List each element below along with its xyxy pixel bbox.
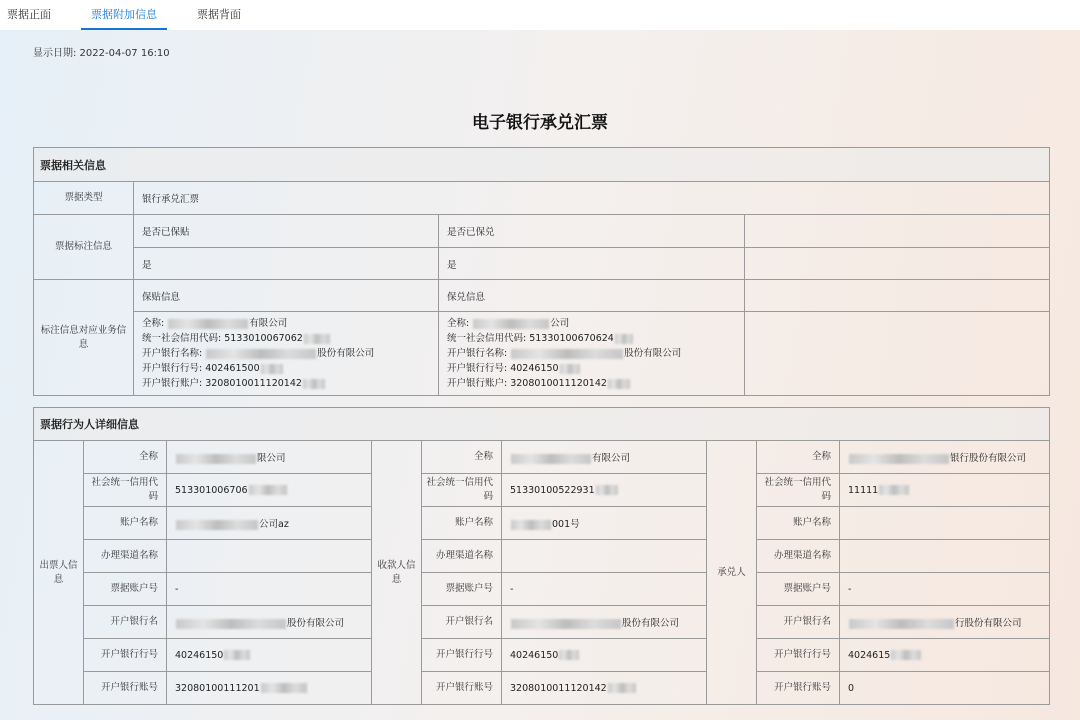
- section-title-actors: 票据行为人详细信息: [34, 408, 1050, 441]
- acceptor-bank-account-label: 开户银行账号: [757, 672, 840, 705]
- drawer-bank-account-label: 开户银行账号: [84, 672, 167, 705]
- discount-bank-no-line: 开户银行行号: 402461500: [142, 361, 430, 376]
- drawer-account-name-value: 公司az: [167, 507, 372, 540]
- acceptor-bank-no-value: 4024615: [840, 639, 1050, 672]
- empty-cell: [745, 248, 1050, 280]
- discount-account-line: 开户银行账户: 3208010011120142: [142, 376, 430, 391]
- guarantee-info-block: [439, 312, 745, 396]
- empty-cell: [745, 280, 1050, 312]
- payee-channel-label: 办理渠道名称: [422, 540, 502, 573]
- acceptor-channel-label: 办理渠道名称: [757, 540, 840, 573]
- payee-name-value: 有限公司: [502, 441, 707, 474]
- discount-credit-line: 统一社会信用代码: 5133010067062: [142, 331, 430, 346]
- acceptor-credit-label: 社会统一信用代码: [757, 474, 840, 507]
- drawer-bank-name-label: 开户银行名: [84, 606, 167, 639]
- acceptor-bill-account-label: 票据账户号: [757, 573, 840, 606]
- payee-account-name-label: 账户名称: [422, 507, 502, 540]
- drawer-name-value: 限公司: [167, 441, 372, 474]
- acceptor-credit-value: 11111: [840, 474, 1050, 507]
- drawer-credit-value: 513301006706: [167, 474, 372, 507]
- acceptor-account-name-label: 账户名称: [757, 507, 840, 540]
- drawer-bank-no-label: 开户银行行号: [84, 639, 167, 672]
- acceptor-bank-name-label: 开户银行名: [757, 606, 840, 639]
- drawer-name-label: 全称: [84, 441, 167, 474]
- acceptor-bank-no-label: 开户银行行号: [757, 639, 840, 672]
- drawer-channel-value: [167, 540, 372, 573]
- payee-bank-no-label: 开户银行行号: [422, 639, 502, 672]
- discount-info-block: [134, 312, 439, 396]
- guarantee-question: 是否已保兑: [439, 215, 745, 248]
- guarantee-account-line: 开户银行账户: 3208010011120142: [447, 376, 736, 391]
- tab-bill-front[interactable]: 票据正面: [7, 8, 51, 21]
- drawer-bank-no-value: 40246150: [167, 639, 372, 672]
- guarantee-credit-line: 统一社会信用代码: 51330100670624: [447, 331, 736, 346]
- guarantee-answer: 是: [439, 248, 745, 280]
- acceptor-name-value: 银行股份有限公司: [840, 441, 1050, 474]
- payee-credit-value: 51330100522931: [502, 474, 707, 507]
- drawer-account-name-label: 账户名称: [84, 507, 167, 540]
- payee-bill-account-label: 票据账户号: [422, 573, 502, 606]
- acceptor-group-label: 承兑人: [707, 441, 757, 705]
- drawer-bill-account-value: -: [167, 573, 372, 606]
- payee-bank-account-value: 3208010011120142: [502, 672, 707, 705]
- payee-credit-label: 社会统一信用代码: [422, 474, 502, 507]
- payee-bank-name-label: 开户银行名: [422, 606, 502, 639]
- empty-cell: [745, 312, 1050, 396]
- acceptor-bank-name-value: 行股份有限公司: [840, 606, 1050, 639]
- discount-answer: 是: [134, 248, 439, 280]
- mark-biz-label: 标注信息对应业务信息: [34, 280, 134, 396]
- payee-bill-account-value: -: [502, 573, 707, 606]
- acceptor-bank-account-value: 0: [840, 672, 1050, 705]
- bill-actors-table: [33, 407, 1050, 705]
- discount-question: 是否已保贴: [134, 215, 439, 248]
- drawer-channel-label: 办理渠道名称: [84, 540, 167, 573]
- guarantee-info-title: 保兑信息: [439, 280, 745, 312]
- bill-type-label: 票据类型: [34, 182, 134, 215]
- bill-mark-label: 票据标注信息: [34, 215, 134, 280]
- drawer-credit-label: 社会统一信用代码: [84, 474, 167, 507]
- payee-name-label: 全称: [422, 441, 502, 474]
- payee-account-name-value: 001号: [502, 507, 707, 540]
- display-date: 显示日期: 2022-04-07 16:10: [33, 48, 170, 59]
- payee-group-label: 收款人信息: [372, 441, 422, 705]
- acceptor-name-label: 全称: [757, 441, 840, 474]
- acceptor-bill-account-value: -: [840, 573, 1050, 606]
- drawer-bank-account-value: 32080100111201: [167, 672, 372, 705]
- payee-bank-name-value: 股份有限公司: [502, 606, 707, 639]
- discount-info-title: 保贴信息: [134, 280, 439, 312]
- drawer-group-label: 出票人信息: [34, 441, 84, 705]
- guarantee-bank-no-line: 开户银行行号: 40246150: [447, 361, 736, 376]
- section-title-related: 票据相关信息: [34, 148, 1050, 182]
- payee-channel-value: [502, 540, 707, 573]
- payee-bank-no-value: 40246150: [502, 639, 707, 672]
- tab-bill-extra-info[interactable]: 票据附加信息: [81, 0, 167, 30]
- tab-bar: [0, 0, 1080, 30]
- bill-type-value: 银行承兑汇票: [134, 182, 1050, 215]
- drawer-bank-name-value: 股份有限公司: [167, 606, 372, 639]
- empty-cell: [745, 215, 1050, 248]
- bill-related-info-table: [33, 147, 1050, 396]
- tab-bill-back[interactable]: 票据背面: [197, 8, 241, 21]
- acceptor-channel-value: [840, 540, 1050, 573]
- guarantee-name-line: 全称: 公司: [447, 318, 570, 329]
- discount-bank-name-line: 开户银行名称: 股份有限公司: [142, 348, 375, 359]
- payee-bank-account-label: 开户银行账号: [422, 672, 502, 705]
- acceptor-account-name-value: [840, 507, 1050, 540]
- discount-name-line: 全称: 有限公司: [142, 318, 288, 329]
- drawer-bill-account-label: 票据账户号: [84, 573, 167, 606]
- page-title: 电子银行承兑汇票: [472, 113, 608, 133]
- guarantee-bank-name-line: 开户银行名称: 股份有限公司: [447, 348, 682, 359]
